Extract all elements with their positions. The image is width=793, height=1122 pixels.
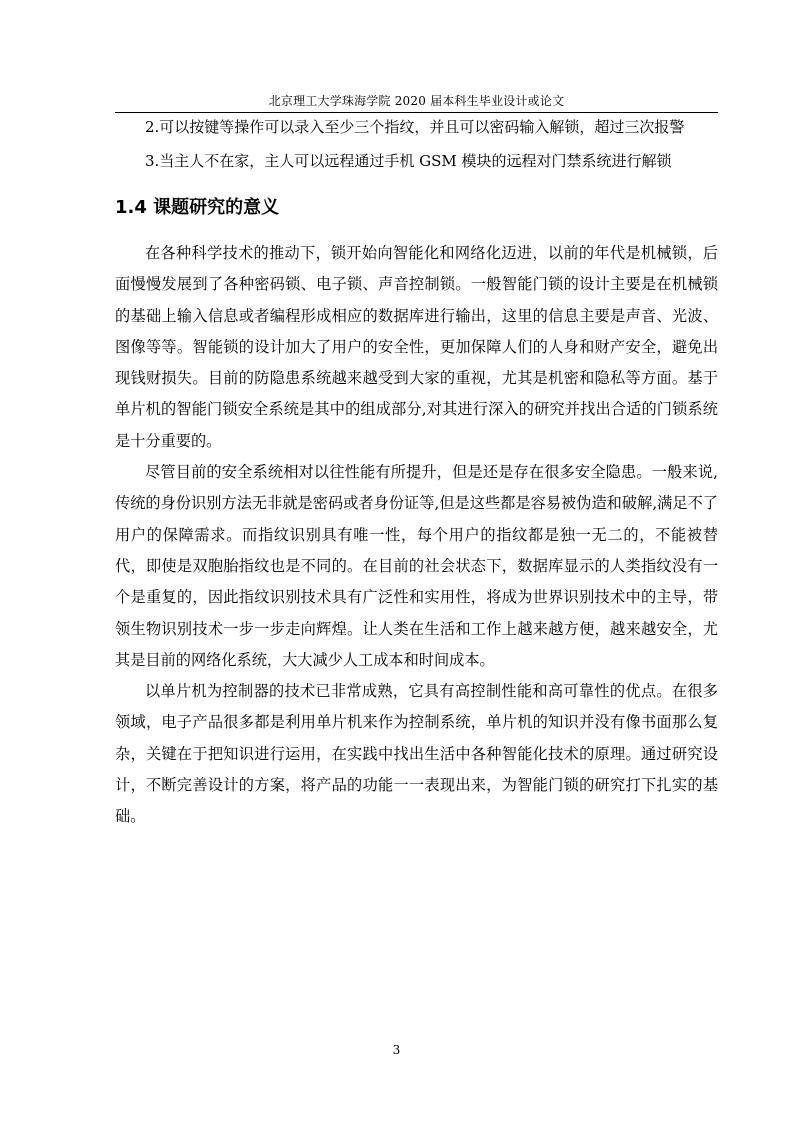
requirement-item-2: 2.可以按键等操作可以录入至少三个指纹，并且可以密码输入解锁，超过三次报警	[145, 118, 685, 136]
paragraph-2: 尽管目前的安全系统相对以往性能有所提升，但是还是存在很多安全隐患。一般来说,传统的身份识别方法无非就是密码或者身份证等,但是这些都是容易被伪造和破解,满足不了用户的保障需求。而指纹识别具有唯一性，每个用户的指纹都是独一无二的，不能被替代，即使是双胞胎指纹也是不同的。在目前的社会状态下，数据库显示的人类指纹没有一个是重复的，因此指纹识别技术具有广泛性和实用性，将成为世界识别技术中的主导，带领生物识别技术一步一步走向辉煌。让人类在生活和工作上越来越方便，越来越安全，尤其是目前的网络化系统，大大减少人工成本和时间成本。	[115, 463, 718, 669]
section-body	[115, 238, 718, 833]
page-number: 3	[392, 1043, 401, 1057]
requirement-item-3: 3.当主人不在家，主人可以远程通过手机 GSM 模块的远程对门禁系统进行解锁	[145, 152, 672, 170]
page-header: 北京理工大学珠海学院 2020 届本科生毕业设计或论文	[268, 94, 565, 108]
paragraph-1: 在各种科学技术的推动下，锁开始向智能化和网络化迈进，以前的年代是机械锁，后面慢慢发展到了各种密码锁、电子锁、声音控制锁。一般智能门锁的设计主要是在机械锁的基础上输入信息或者编程形成相应的数据库进行输出，这里的信息主要是声音、光波、图像等等。智能锁的设计加大了用户的安全性，更加保障人们的人身和财产安全，避免出现钱财损失。目前的防隐患系统越来越受到大家的重视，尤其是机密和隐私等方面。基于单片机的智能门锁安全系统是其中的组成部分,对其进行深入的研究并找出合适的门锁系统是十分重要的。	[115, 244, 718, 450]
header-divider	[115, 112, 718, 113]
section-heading: 1.4 课题研究的意义	[115, 197, 280, 218]
paragraph-3: 以单片机为控制器的技术已非常成熟，它具有高控制性能和高可靠性的优点。在很多领域，电子产品很多都是利用单片机来作为控制系统，单片机的知识并没有像书面那么复杂，关键在于把知识进行运用，在实践中找出生活中各种智能化技术的原理。通过研究设计，不断完善设计的方案，将产品的功能一一表现出来，为智能门锁的研究打下扎实的基础。	[115, 682, 718, 826]
